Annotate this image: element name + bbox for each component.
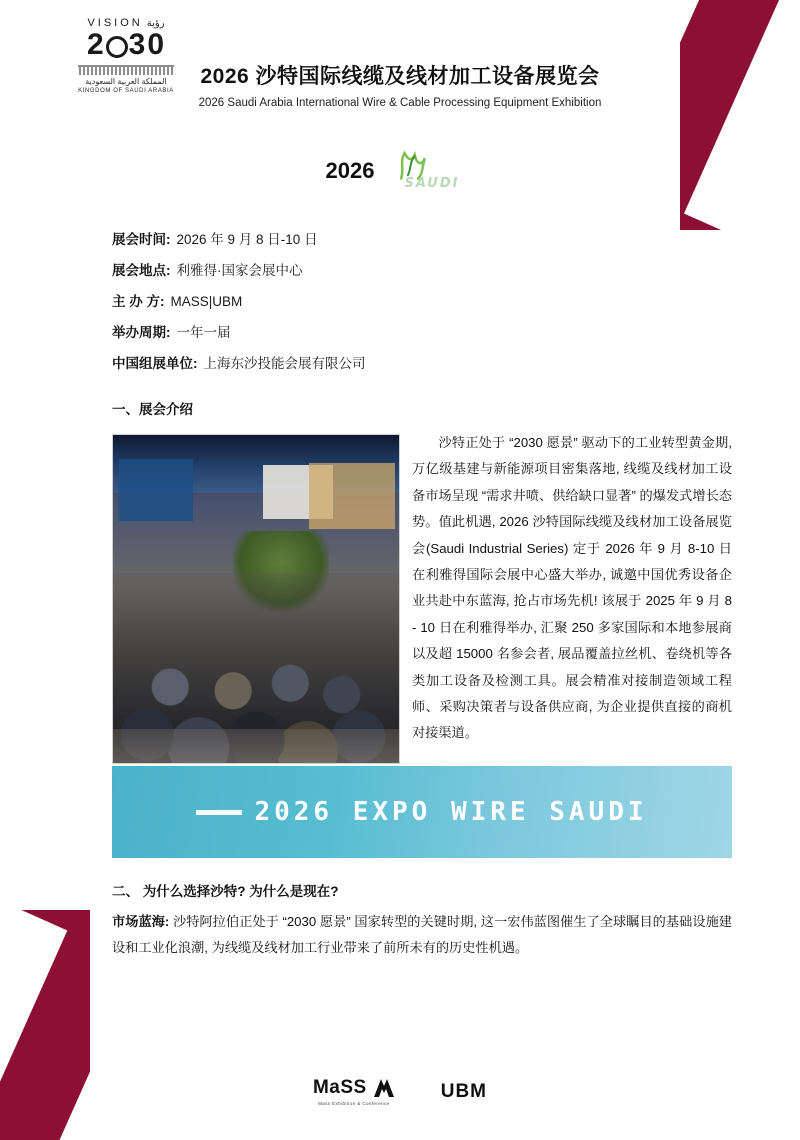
info-label: 举办周期: [112,325,171,340]
vision-logo-number: 2 3 0 [86,28,166,61]
info-label: 展会时间: [112,232,171,247]
mass-logo-text: MaSS [312,1077,367,1098]
vision-logo-emblem-icon [70,63,182,77]
event-logo-year: 2026 [325,158,375,183]
vision-logo-arabic-subtitle: المملكة العربية السعودية [85,77,167,86]
mass-logo [313,1078,395,1107]
section-2-lead: 市场蓝海: [112,914,170,929]
vision-logo-arabic-word: رؤية [146,17,165,29]
vision-logo-english-subtitle: KINGDOM OF SAUDI ARABIA [78,88,174,94]
event-logo-row [56,148,744,194]
event-info-list [56,228,744,372]
mass-logo-subtitle: Mass Exhibition & Conference [318,1100,390,1106]
info-value: 2026 年 9 月 8 日-10 日 [176,232,318,247]
footer-logos [0,1078,800,1107]
info-row [112,290,744,310]
banner-text: 2026 EXPO WIRE SAUDI [254,797,648,827]
expo-banner [112,766,732,858]
page-title-en: 2026 Saudi Arabia International Wire & Cable Processing Equipment Exhibition [198,97,602,109]
section-2-text: 沙特阿拉伯正处于 “2030 愿景” 国家转型的关键时期, 这一宏伟蓝图催生了全球瞩目的基础设施建设和工业化浪潮, 为线缆及线材加工行业带来了前所未有的历史性机遇。 [112,914,732,955]
banner-dash-left-icon [196,810,242,815]
event-logo-mark [388,149,474,193]
info-label: 展会地点: [112,263,171,278]
document-header [56,14,744,110]
info-value: 一年一届 [176,325,231,340]
vision-logo-zero-ring [106,36,128,58]
info-value: 利雅得·国家会展中心 [176,263,303,278]
info-value: MASS|UBM [170,294,243,309]
vision-logo-word: VISION [87,17,143,29]
event-logo-saudi-text: SAUDI [404,176,460,191]
page-title-cn: 2026 沙特国际线缆及线材加工设备展览会 [200,65,600,88]
info-row [112,321,744,341]
section-2-title: 二、 为什么选择沙特? 为什么是现在? [112,884,339,899]
ubm-logo: UBM [440,1080,488,1102]
info-row [112,228,744,248]
section-1-body [56,430,744,747]
info-label: 主 办 方: [112,294,165,309]
exhibition-crowd-photo [112,434,400,764]
info-label: 中国组展单位: [112,356,198,371]
info-row [112,352,744,372]
section-2-body [56,909,744,960]
section-1-paragraph-text: 沙特正处于 “2030 愿景” 驱动下的工业转型黄金期, 万亿级基建与新能源项目密集落地, 线缆及线材加工设备市场呈现 “需求井喷、供给缺口显著” 的爆发式增长态势。值此机遇, 2026 沙特国际线缆及线材加工设备展览会(Saudi Industrial Series) 定于 2026 年 9 月 8-10 日在利雅得国际会展中心盛大举办, 诚邀中国优秀设备企业共赴中东蓝海, 抢占市场先机! 该展于 2025 年 9 月 8 - 10 日在利雅得举办, 汇聚 250 多家国际和本地参展商以及超 15000 名参会者, 展品覆盖拉丝机、卷绕机等各类加工设备及检测工具。展会精准对接制造领域工程师、采购决策者与设备供应商, 为企业提供直接的商机对接渠道。 [412,435,732,741]
section-1-title: 一、展会介绍 [112,402,193,417]
info-value: 上海东沙投能会展有限公司 [203,356,366,371]
info-row [112,259,744,279]
vision-2030-logo [70,18,182,94]
mass-mark-icon [373,1078,395,1098]
